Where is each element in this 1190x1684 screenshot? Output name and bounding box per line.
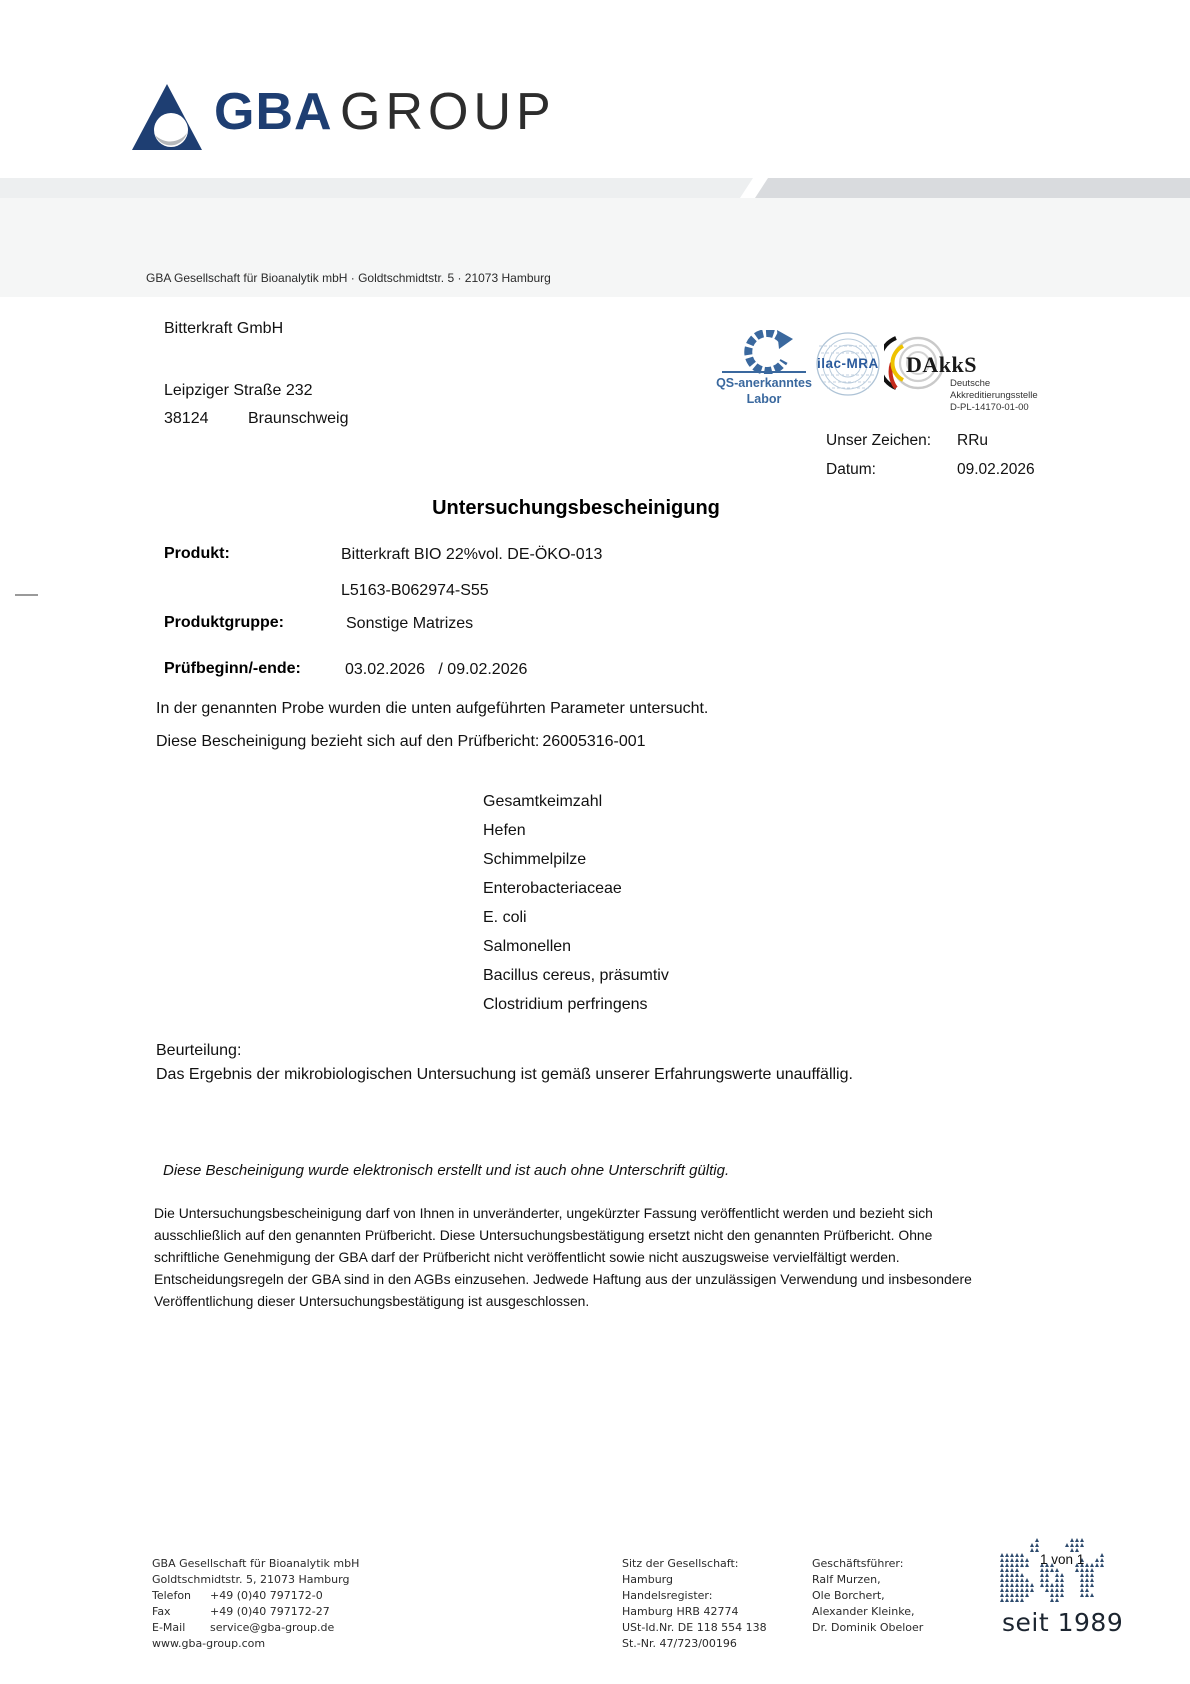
parameter-item: Clostridium perfringens (483, 996, 648, 1013)
parameter-list (483, 793, 669, 1025)
reference-value: RRu (957, 432, 989, 449)
footer-phone-label: Telefon (152, 1589, 192, 1602)
parameter-item: Gesamtkeimzahl (483, 793, 603, 810)
footer-registry-line: Hamburg HRB 42774 (622, 1605, 739, 1618)
test-period-value: 03.02.2026 / 09.02.2026 (345, 661, 528, 678)
electronic-validity-note: Diese Bescheinigung wurde elektronisch erstellt und ist auch ohne Unterschrift gültig. (163, 1162, 730, 1179)
footer-management-line: Geschäftsführer: (812, 1557, 904, 1570)
parameter-item: Schimmelpilze (483, 851, 587, 868)
date-label: Datum: (826, 461, 876, 478)
parameter-item: Hefen (483, 822, 526, 839)
test-period-label: Prüfbeginn/-ende: (164, 660, 301, 677)
dakks-subtext-line1: Deutsche (950, 378, 991, 389)
legal-line: Die Untersuchungsbescheinigung darf von Ihnen in unveränderter, ungekürzter Fassung veröffentlicht werden und bezieht sich (154, 1205, 933, 1221)
legal-paragraph (154, 1202, 972, 1312)
logo-text-gba: GBA (214, 83, 333, 141)
recipient-street: Leipziger Straße 232 (164, 382, 313, 399)
dakks-wordmark: DAkkS (906, 352, 977, 377)
page-count: 1 von 1 (1040, 1552, 1085, 1567)
report-reference-line (156, 733, 646, 751)
ilac-mra-label: ilac-MRA (817, 356, 879, 371)
assessment-text: Das Ergebnis der mikrobiologischen Untersuchung ist gemäß unserer Erfahrungswerte unauffällig. (156, 1066, 853, 1083)
legal-line: ausschließlich auf den genannten Prüfbericht. Diese Untersuchungsbestätigung ersetzt nicht den genannten Prüfbericht. Ohne (154, 1227, 933, 1243)
dakks-subtext-line2: Akkreditierungsstelle (950, 390, 1038, 401)
footer-registry-line: Handelsregister: (622, 1589, 713, 1602)
footer-company-name: GBA Gesellschaft für Bioanalytik mbH (152, 1557, 360, 1570)
since-1989-wordmark: seit 1989 (1002, 1608, 1124, 1637)
footer-registry-block (622, 1556, 767, 1652)
footer-management-line: Ralf Murzen, (812, 1573, 881, 1586)
intro-line: In der genannten Probe wurden die unten aufgeführten Parameter untersucht. (156, 700, 709, 717)
footer-registry-line: Sitz der Gesellschaft: (622, 1557, 739, 1570)
footer-management-line: Alexander Kleinke, (812, 1605, 915, 1618)
legal-line: Veröffentlichung dieser Untersuchungsbestätigung ist ausgeschlossen. (154, 1293, 590, 1309)
parameter-item: E. coli (483, 909, 527, 926)
footer-management-line: Dr. Dominik Obeloer (812, 1621, 924, 1634)
legal-line: Entscheidungsregeln der GBA sind in den AGBs einzusehen. Jedwede Haftung aus der unzulässigen Verwendung und insbesondere (154, 1271, 972, 1287)
report-reference-number: 26005316-001 (542, 733, 646, 750)
footer-company-address: Goldtschmidtstr. 5, 21073 Hamburg (152, 1573, 350, 1586)
footer-fax-label: Fax (152, 1605, 171, 1618)
date-value: 09.02.2026 (957, 461, 1035, 478)
footer-fax-value: +49 (0)40 797172-27 (210, 1605, 330, 1618)
product-sample-id: L5163-B062974-S55 (341, 582, 489, 599)
product-label: Produkt: (164, 545, 230, 562)
footer-phone-value: +49 (0)40 797172-0 (210, 1589, 323, 1602)
recipient-name: Bitterkraft GmbH (164, 320, 284, 337)
fold-mark (15, 594, 38, 596)
footer-email-value: service@gba-group.de (210, 1621, 335, 1634)
sender-address-line: GBA Gesellschaft für Bioanalytik mbH · Goldtschmidtstr. 5 · 21073 Hamburg (146, 271, 551, 285)
qs-underline (722, 371, 806, 373)
logo-text-group: GROUP (340, 83, 556, 141)
dakks-subtext-line3: D-PL-14170-01-00 (950, 402, 1029, 413)
footer-management-line: Ole Borchert, (812, 1589, 885, 1602)
header-band-dark (740, 178, 1190, 198)
footer-registry-line: USt-Id.Nr. DE 118 554 138 (622, 1621, 767, 1634)
recipient-zip: 38124 (164, 410, 209, 427)
footer-management-block (812, 1556, 923, 1636)
footer-registry-line: Hamburg (622, 1573, 673, 1586)
parameter-item: Enterobacteriaceae (483, 880, 622, 897)
page-title: Untersuchungsbescheinigung (432, 497, 720, 519)
qs-label-line2: Labor (746, 392, 782, 406)
qs-label-icon (737, 330, 793, 374)
footer-email-label: E-Mail (152, 1621, 186, 1634)
gba-logo-triangle-icon (132, 84, 202, 150)
footer-registry-line: St.-Nr. 47/723/00196 (622, 1637, 737, 1650)
product-group-label: Produktgruppe: (164, 614, 284, 631)
parameter-item: Salmonellen (483, 938, 572, 955)
recipient-city: Braunschweig (248, 410, 349, 427)
product-value: Bitterkraft BIO 22%vol. DE-ÖKO-013 (341, 546, 603, 563)
anniversary-mosaic (1000, 1538, 1108, 1606)
footer-website: www.gba-group.com (152, 1637, 266, 1650)
reference-label: Unser Zeichen: (826, 432, 932, 449)
header-band-light (0, 178, 768, 198)
report-reference-label: Diese Bescheinigung bezieht sich auf den Prüfbericht: (156, 733, 540, 750)
parameter-item: Bacillus cereus, präsumtiv (483, 967, 669, 984)
assessment-label: Beurteilung: (156, 1042, 242, 1059)
legal-line: schriftliche Genehmigung der GBA darf der Prüfbericht nicht veröffentlicht sowie nicht auszugsweise vervielfältigt werden. (154, 1249, 900, 1265)
product-group-value: Sonstige Matrizes (346, 615, 474, 632)
qs-label-line1: QS-anerkanntes (716, 376, 812, 390)
footer-company-block (152, 1556, 359, 1652)
